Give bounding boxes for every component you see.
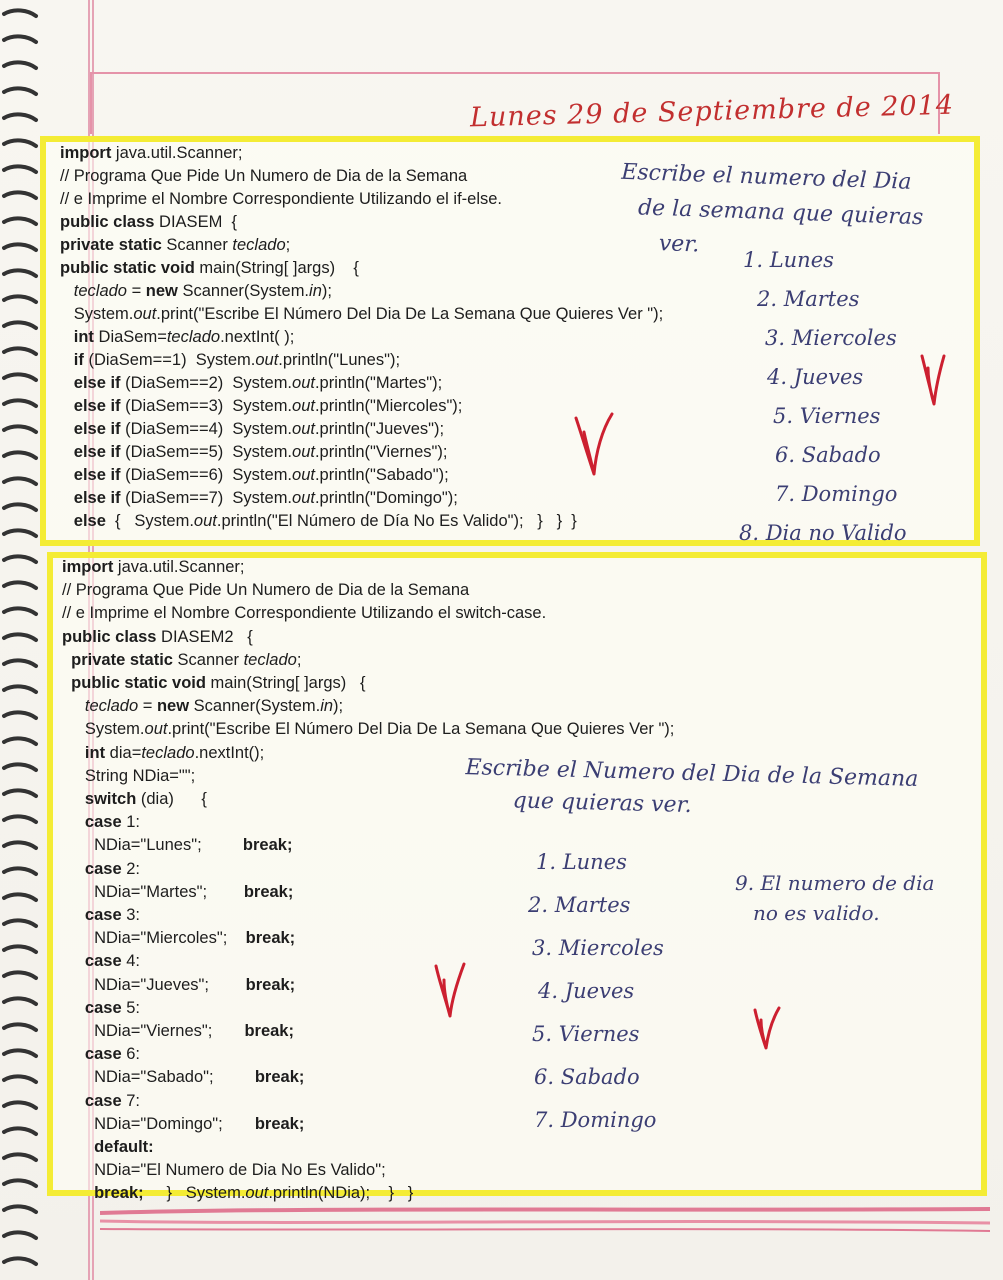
code-token: // e Imprime el Nombre Correspondiente Utilizando el if-else. [60,190,503,208]
spiral-coil [4,842,36,848]
code-line [62,556,674,579]
note-line: Escribe el Numero del Dia de la Semana [465,755,919,792]
code-token: int [73,328,94,346]
code-token: break; [245,929,296,948]
spiral-coil [4,62,36,68]
code-token: .println("Sabado"); [314,466,449,484]
note-line: que quieras ver. [512,788,692,819]
spiral-coil [4,608,36,614]
code-token: else if [73,443,121,461]
check-mark-icon [432,962,468,1020]
note-line: de la semana que quieras [637,195,924,231]
code-line [60,303,663,326]
code-token: NDia="Sabado"; [62,1068,255,1087]
code-token: // Programa Que Pide Un Numero de Dia de la Semana [60,167,468,185]
code-token: default: [94,1138,154,1157]
code-token: break; [94,1184,144,1203]
code-token: .print("Escribe El Número Del Dia De La Semana Que Quieres Ver "); [167,720,675,739]
spiral-coil [4,1180,36,1186]
code-token [62,906,85,924]
code-token: (DiaSem==7) System. [120,489,293,507]
code-line [60,280,663,303]
code-token: private static [60,236,162,254]
code-token: 7: [121,1091,140,1110]
code-token: main(String[ ]args) { [205,674,366,693]
spiral-coil [4,1050,36,1056]
code-token: public class [62,627,157,646]
code-token: new [156,697,190,716]
spiral-coil [4,1076,36,1082]
spiral-coil [4,504,36,510]
code-line [62,602,674,625]
spiral-coil [4,582,36,588]
code-token: DIASEM2 { [156,627,253,646]
code-token: // e Imprime el Nombre Correspondiente Utilizando el switch-case. [62,604,547,623]
code-token: 4: [121,952,140,971]
code-token: .println("Martes"); [314,374,443,392]
code-token [62,813,85,831]
list-item: 6. Sabado [775,443,881,467]
spiral-coil [4,10,36,16]
code-line [60,142,663,165]
code-line [60,487,663,510]
spiral-coil [4,1232,36,1238]
code-token [62,1138,94,1156]
code-token: java.util.Scanner; [111,144,243,162]
code-token: import [60,144,112,162]
spiral-coil [4,920,36,926]
code-token: (dia) { [136,790,207,809]
code-token: out [133,305,157,323]
code-token: Scanner(System. [189,697,321,716]
list-item: 4. Jueves [767,365,864,389]
spiral-coil [4,660,36,666]
code-token: teclado [84,697,139,716]
code-token: new [145,282,178,300]
code-token: case [84,998,122,1017]
code-token: .println("El Número de Día No Es Valido"); } } } [216,512,577,530]
spiral-coil [4,270,36,276]
spiral-coil [4,1024,36,1030]
code-token [60,512,74,530]
code-token [60,351,74,369]
code-token: in [320,697,334,716]
list-item: 8. Dia no Valido [739,521,907,545]
spiral-coil [4,452,36,458]
spiral-coil [4,790,36,796]
code-token: teclado [243,650,297,669]
code-token: out [144,720,168,739]
spiral-coil [4,1258,36,1264]
code-token: out [292,420,315,438]
code-token: .println("Jueves"); [314,420,445,438]
code-token: break; [244,1022,294,1041]
page-date: Lunes 29 de Septiembre de 2014 [469,89,955,134]
code-token: out [292,374,315,392]
spiral-coil [4,712,36,718]
spiral-coil [4,868,36,874]
list-item: 7. Domingo [775,482,898,506]
code-token [62,697,85,715]
code-line [62,579,674,602]
note-line: 9. El numero de dia [735,871,935,895]
code-token: NDia="Lunes"; [62,836,243,855]
code-token: break; [242,836,293,855]
code-token: else [73,512,106,530]
code-token: Scanner [161,236,233,254]
spiral-coil [4,556,36,562]
code-line [62,718,674,741]
code-token: case [84,952,122,971]
code-token [62,999,85,1017]
spiral-binding [0,0,44,1280]
spiral-coil [4,140,36,146]
code-token [62,651,71,669]
spiral-coil [4,738,36,744]
spiral-coil [4,322,36,328]
code-token: out [292,489,315,507]
code-token: teclado [232,236,286,254]
code-token: .println("Domingo"); [314,489,458,507]
code-token: 3: [121,906,140,925]
code-token: case [84,906,122,925]
code-token: NDia="Martes"; [62,882,244,901]
code-token: dia= [105,743,142,762]
code-token: out [193,512,217,530]
list-item: 5. Viernes [532,1022,640,1046]
spiral-coil [4,348,36,354]
code-token: (DiaSem==5) System. [120,443,293,461]
list-item: 4. Jueves [538,979,635,1003]
code-token: break; [254,1068,305,1087]
check-mark-icon [572,412,616,478]
code-line [62,672,674,695]
code-token: System. [60,305,134,323]
code-token: = [126,282,146,300]
list-item: 2. Martes [528,893,631,917]
code-token: (DiaSem==3) System. [120,397,293,415]
code-token: (DiaSem==2) System. [120,374,293,392]
code-token: DiaSem= [93,328,167,346]
list-item: 1. Lunes [743,248,834,272]
spiral-coil [4,426,36,432]
code-token: .println("Viernes"); [314,443,448,461]
spiral-coil [4,816,36,822]
code-token: out [255,351,279,369]
spiral-coil [4,1154,36,1160]
spiral-coil [4,946,36,952]
code-line [62,695,674,718]
check-mark-icon [918,352,948,408]
code-token [62,744,85,762]
code-token: // Programa Que Pide Un Numero de Dia de la Semana [62,581,470,600]
spiral-coil [4,400,36,406]
code-token: public class [60,213,155,231]
spiral-coil [4,244,36,250]
code-token: private static [71,650,173,669]
code-token: public static void [60,259,195,277]
code-token: DIASEM { [154,213,237,231]
code-token: .println("Lunes"); [278,351,401,369]
code-token: 6: [121,1045,140,1064]
code-token [60,489,74,507]
code-token: System. [62,720,145,739]
note-line: no es valido. [753,901,880,925]
code-token: 5: [121,998,140,1017]
code-token [62,790,85,808]
code-token [60,466,74,484]
code-token: teclado [166,328,221,346]
code-token: case [84,813,122,832]
spiral-coil [4,478,36,484]
code-line [62,626,674,649]
code-token: NDia="Viernes"; [62,1022,245,1041]
code-token: .print("Escribe El Número Del Dia De La Semana Que Quieres Ver "); [156,305,664,323]
code-token: .nextInt(); [194,743,265,762]
code-token: import [62,558,114,576]
code-token: ; [296,650,302,669]
code-token [62,1092,85,1110]
code-token: break; [243,882,294,901]
list-item: 3. Miercoles [765,326,897,350]
code-line [60,211,663,234]
code-token: { System. [105,512,194,530]
code-token: break; [254,1114,305,1133]
code-token: out [292,466,315,484]
code-token [62,674,71,692]
code-token: main(String[ ]args) { [194,259,359,277]
code-token: teclado [141,743,195,762]
code-token: out [292,443,315,461]
check-mark-icon [752,1004,782,1052]
spiral-coil [4,88,36,94]
code-token [62,1184,94,1202]
spiral-coil [4,296,36,302]
spiral-coil [4,166,36,172]
code-token: .nextInt( ); [220,328,295,346]
code-token: String NDia=""; [62,766,196,785]
code-token [62,1045,85,1063]
code-token [62,952,85,970]
list-item: 2. Martes [757,287,860,311]
code-token: Scanner(System. [177,282,310,300]
code-line [60,372,663,395]
code-token: if [73,351,84,369]
spiral-coil [4,530,36,536]
list-item: 1. Lunes [536,850,627,874]
code-line [62,1159,674,1182]
code-token: ); [321,282,332,300]
code-token: else if [73,397,121,415]
code-token: (DiaSem==6) System. [120,466,293,484]
code-line [60,234,663,257]
code-token: else if [73,466,121,484]
code-token: out [292,397,315,415]
code-token: break; [245,975,296,994]
code-token [60,328,74,346]
code-token: .println(NDia); } } [268,1184,414,1203]
code-token [60,374,74,392]
list-item: 7. Domingo [534,1108,657,1132]
code-token: public static void [71,674,206,693]
spiral-coil [4,1128,36,1134]
code-token: ); [333,697,344,716]
spiral-coil [4,192,36,198]
spiral-coil [4,998,36,1004]
code-token [62,860,85,878]
code-line [60,326,663,349]
code-token: else if [73,420,121,438]
code-token: (DiaSem==1) System. [83,351,256,369]
code-token: NDia="Domingo"; [62,1114,255,1133]
code-token: out [245,1184,269,1203]
code-token: in [309,282,322,300]
code-token [60,397,74,415]
spiral-coil [4,764,36,770]
code-token: teclado [73,282,127,300]
code-token: switch [84,790,137,809]
list-item: 5. Viernes [773,404,881,428]
code-line [60,165,663,188]
note-line: ver. [658,231,700,258]
code-token: = [138,697,157,716]
spiral-coil [4,894,36,900]
code-token: .println("Miercoles"); [314,397,463,415]
code-token: 1: [121,813,140,832]
red-margin-scribble [100,1203,990,1243]
list-item: 6. Sabado [534,1065,640,1089]
spiral-coil [4,374,36,380]
code-token: else if [73,489,121,507]
spiral-coil [4,634,36,640]
note-line: Escribe el numero del Dia [620,159,912,195]
output-note-2 [464,752,918,828]
spiral-coil [4,686,36,692]
output-list-1 [735,248,907,560]
code-token: case [84,859,122,878]
code-token [60,282,74,300]
code-line [60,188,663,211]
spiral-coil [4,1102,36,1108]
code-token: java.util.Scanner; [113,558,245,576]
spiral-coil [4,1206,36,1212]
code-token [60,443,74,461]
spiral-coil [4,36,36,42]
code-token: NDia="Miercoles"; [62,929,246,948]
code-line [60,510,663,533]
code-token: NDia="Jueves"; [62,975,246,994]
code-token: int [84,743,106,762]
code-token [60,420,74,438]
code-token: NDia="El Numero de Dia No Es Valido"; [62,1161,386,1180]
code-token: Scanner [172,650,244,669]
code-token: 2: [121,859,140,878]
code-token: } System. [143,1184,246,1203]
code-token: (DiaSem==4) System. [120,420,293,438]
code-token: else if [73,374,121,392]
output-list-2 [528,850,664,1151]
spiral-coil [4,972,36,978]
code-line [62,649,674,672]
list-item: 3. Miercoles [532,936,664,960]
spiral-coil [4,114,36,120]
invalid-note [735,868,934,928]
code-token: ; [285,236,291,254]
code-line [60,257,663,280]
code-token: case [84,1045,122,1064]
code-token: case [84,1091,122,1110]
code-line [60,349,663,372]
spiral-coil [4,218,36,224]
